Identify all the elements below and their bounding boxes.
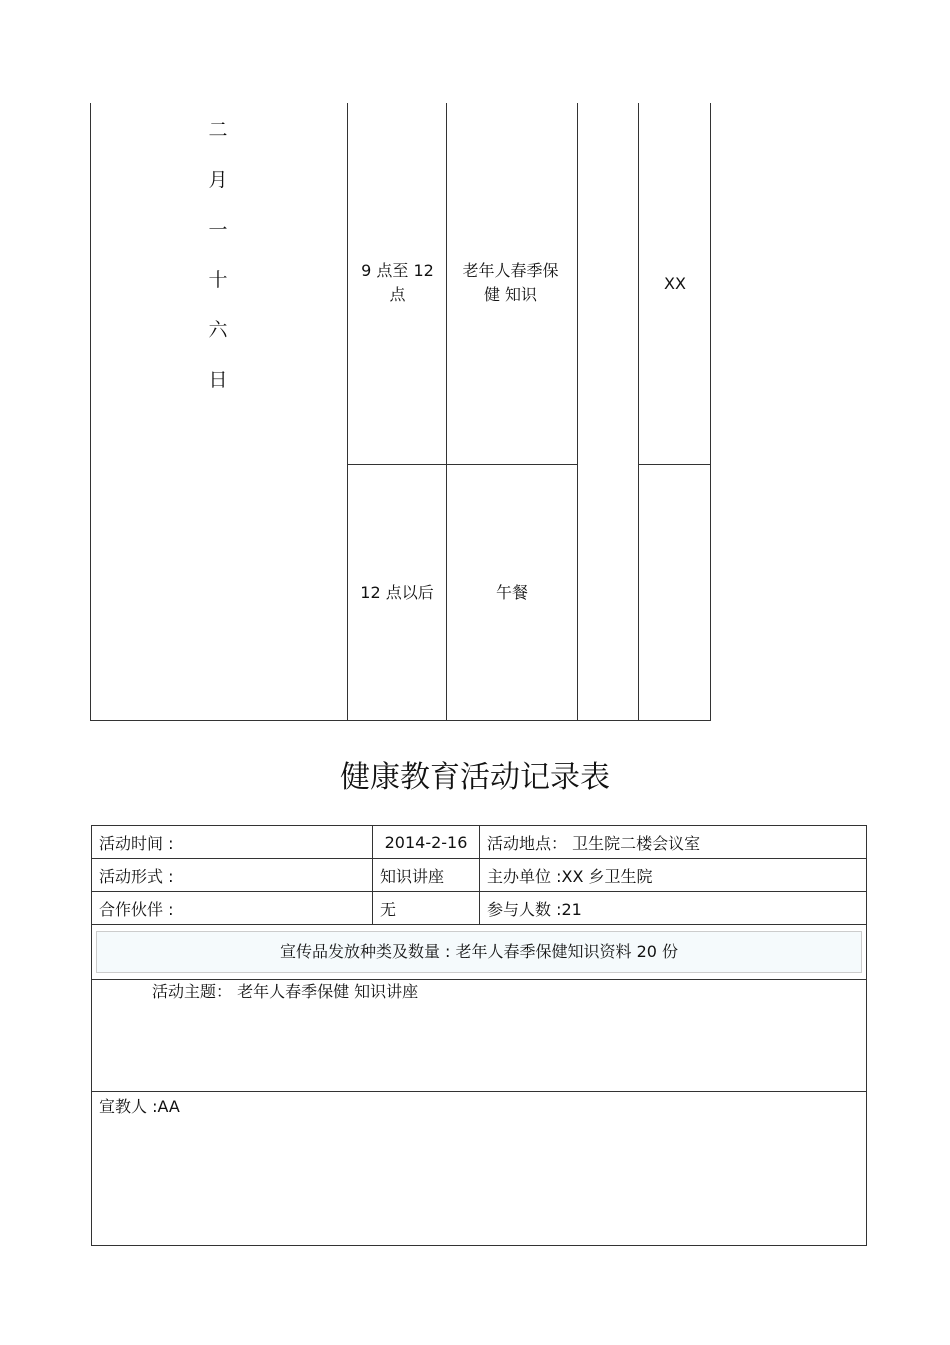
partner-label: 合作伙伴 : bbox=[92, 892, 373, 925]
date-char: 月 bbox=[208, 169, 228, 191]
row-divider bbox=[638, 464, 711, 465]
activity-form-value: 知识讲座 bbox=[373, 859, 480, 892]
table-row bbox=[92, 826, 867, 859]
materials-text: 宣传品发放种类及数量 : 老年人春季保健知识资料 20 份 bbox=[96, 931, 862, 973]
table-divider bbox=[446, 103, 447, 721]
schedule-content-cell: 午餐 bbox=[495, 583, 528, 602]
theme-cell bbox=[92, 980, 867, 1092]
table-row bbox=[92, 892, 867, 925]
schedule-content-cell: 老年人春季保健 知识 bbox=[462, 261, 559, 304]
partner-value: 无 bbox=[373, 892, 480, 925]
table-row bbox=[92, 859, 867, 892]
table-divider bbox=[347, 103, 348, 721]
record-title: 健康教育活动记录表 bbox=[340, 760, 610, 795]
educator-cell bbox=[92, 1092, 867, 1246]
activity-time-value: 2014-2-16 bbox=[373, 826, 480, 859]
table-border-right bbox=[710, 103, 711, 721]
date-char: 二 bbox=[208, 119, 228, 141]
schedule-time-cell: 9 点至 12 点 bbox=[361, 261, 434, 304]
activity-form-label: 活动形式 : bbox=[92, 859, 373, 892]
materials-cell bbox=[92, 925, 867, 980]
table-row bbox=[92, 1092, 867, 1246]
organizer: 主办单位 :XX 乡卫生院 bbox=[480, 859, 867, 892]
date-char: 一 bbox=[208, 219, 228, 241]
row-divider bbox=[347, 464, 578, 465]
activity-time-label: 活动时间 : bbox=[92, 826, 373, 859]
table-border-left bbox=[90, 103, 91, 721]
schedule-person-cell: XX bbox=[664, 274, 686, 293]
table-row bbox=[92, 980, 867, 1092]
table-divider bbox=[577, 103, 578, 721]
table-border-bottom bbox=[90, 720, 711, 721]
activity-theme: 活动主题： 老年人春季保健 知识讲座 bbox=[152, 982, 419, 1001]
schedule-time-cell: 12 点以后 bbox=[360, 583, 434, 602]
educator: 宣教人 :AA bbox=[99, 1097, 180, 1116]
table-row bbox=[92, 925, 867, 980]
date-char: 六 bbox=[208, 319, 228, 341]
table-divider bbox=[638, 103, 639, 721]
record-table bbox=[91, 825, 867, 1246]
activity-place: 活动地点： 卫生院二楼会议室 bbox=[480, 826, 867, 859]
participant-count: 参与人数 :21 bbox=[480, 892, 867, 925]
date-char: 十 bbox=[208, 269, 228, 291]
date-char: 日 bbox=[208, 369, 228, 391]
